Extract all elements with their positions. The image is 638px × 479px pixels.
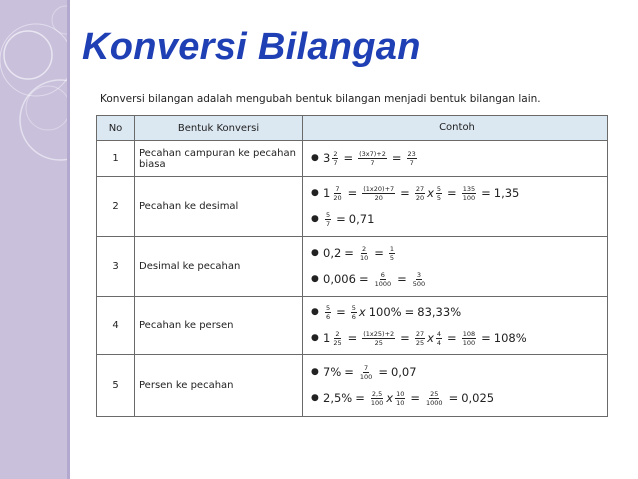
decimal-value: 0,2 xyxy=(323,245,342,260)
result-value: 0,07 xyxy=(390,364,417,379)
fraction xyxy=(436,186,442,202)
equals-sign: = xyxy=(355,390,365,405)
result-value: 0,71 xyxy=(348,211,375,226)
bullet-icon: ● xyxy=(311,393,319,403)
equals-sign: = xyxy=(343,150,354,165)
denominator: 7 xyxy=(370,159,375,167)
numerator: 108 xyxy=(462,329,476,338)
denominator: 7 xyxy=(409,159,414,167)
whole-number: 1 xyxy=(323,330,331,345)
equals-sign: = xyxy=(358,271,369,286)
result-value: 0,025 xyxy=(461,390,495,405)
slide-title: Konversi Bilangan xyxy=(82,26,421,68)
row-example xyxy=(303,297,608,355)
equals-sign: = xyxy=(404,304,415,319)
denominator: 100 xyxy=(462,339,476,347)
fraction xyxy=(351,305,357,321)
table-row xyxy=(97,141,608,177)
numerator: 2,5 xyxy=(371,389,383,398)
row-number: 4 xyxy=(97,297,135,355)
times-sign: x xyxy=(427,185,434,200)
example-line xyxy=(311,267,603,293)
row-conversion-type: Pecahan ke desimal xyxy=(135,177,303,237)
row-example xyxy=(303,355,608,417)
row-conversion-type: Desimal ke pecahan xyxy=(135,237,303,297)
result-value: 83,33% xyxy=(417,304,462,319)
denominator: 1000 xyxy=(374,280,392,288)
decimal-value: 0,006 xyxy=(323,271,356,286)
example-line xyxy=(311,326,603,352)
numerator: (3x7)+2 xyxy=(359,149,386,158)
numerator: 5 xyxy=(326,210,331,219)
numerator: 27 xyxy=(415,184,425,193)
numerator: 27 xyxy=(415,329,425,338)
fraction xyxy=(374,272,393,288)
denominator: 5 xyxy=(436,194,442,202)
bullet-icon: ● xyxy=(311,214,319,224)
denominator: 10 xyxy=(359,254,369,262)
numerator: 7 xyxy=(335,184,340,193)
equals-sign: = xyxy=(347,330,358,345)
numerator: 4 xyxy=(436,329,442,338)
numerator: 23 xyxy=(407,149,416,158)
row-conversion-type: Pecahan ke persen xyxy=(135,297,303,355)
equals-sign: = xyxy=(447,185,457,200)
percent-value: 2,5% xyxy=(323,390,353,405)
row-number: 1 xyxy=(97,141,135,177)
table-row xyxy=(97,297,608,355)
whole-number: 1 xyxy=(323,185,331,200)
times-sign: x xyxy=(427,330,434,345)
bullet-icon: ● xyxy=(311,274,319,284)
equals-sign: = xyxy=(391,150,402,165)
fraction xyxy=(359,365,373,381)
denominator: 25 xyxy=(415,339,425,347)
denominator: 25 xyxy=(374,339,383,347)
numerator: 25 xyxy=(430,389,439,398)
denominator: 100 xyxy=(462,194,476,202)
fraction xyxy=(462,331,476,347)
row-conversion-type: Pecahan campuran ke pecahan biasa xyxy=(135,141,303,177)
fraction xyxy=(370,391,384,407)
example-line xyxy=(311,300,603,326)
equals-sign: = xyxy=(400,185,410,200)
equals-sign: = xyxy=(378,364,388,379)
row-example xyxy=(303,237,608,297)
table-row xyxy=(97,177,608,237)
bullet-icon: ● xyxy=(311,333,319,343)
fraction xyxy=(389,246,395,262)
denominator: 6 xyxy=(351,313,356,321)
equals-sign: = xyxy=(400,330,410,345)
equals-sign: = xyxy=(336,304,346,319)
fraction xyxy=(425,391,444,407)
row-number: 3 xyxy=(97,237,135,297)
row-conversion-type: Persen ke pecahan xyxy=(135,355,303,417)
denominator: 1000 xyxy=(426,399,443,407)
fraction xyxy=(415,186,425,202)
fraction xyxy=(358,151,387,167)
bullet-icon: ● xyxy=(311,248,319,258)
equals-sign: = xyxy=(347,185,358,200)
denominator: 20 xyxy=(374,194,383,202)
denominator: 100 xyxy=(370,399,384,407)
bullet-icon: ● xyxy=(311,188,319,198)
denominator: 7 xyxy=(333,159,338,167)
denominator: 7 xyxy=(326,220,331,228)
fraction xyxy=(362,186,395,202)
fraction xyxy=(325,212,331,228)
denominator: 100 xyxy=(359,373,373,381)
numerator: 2 xyxy=(335,329,340,338)
intro-text: Konversi bilangan adalah mengubah bentuk bilangan menjadi bentuk bilangan lain. xyxy=(100,93,541,105)
header-contoh: Contoh xyxy=(303,116,608,141)
fraction xyxy=(395,391,405,407)
numerator: 2 xyxy=(333,149,338,158)
equals-sign: = xyxy=(344,364,354,379)
row-number: 5 xyxy=(97,355,135,417)
table-row xyxy=(97,237,608,297)
conversion-table xyxy=(96,115,608,417)
multiplier: 100% xyxy=(368,304,402,319)
equals-sign: = xyxy=(397,271,407,286)
fraction xyxy=(415,331,425,347)
numerator: (1x20)+7 xyxy=(363,184,395,193)
denominator: 25 xyxy=(333,339,342,347)
equals-sign: = xyxy=(344,245,354,260)
decorative-sidebar xyxy=(0,0,70,479)
example-line xyxy=(311,181,603,207)
row-example xyxy=(303,141,608,177)
table-header-row xyxy=(97,116,608,141)
equals-sign: = xyxy=(448,390,459,405)
denominator: 500 xyxy=(412,280,426,288)
equals-sign: = xyxy=(374,245,384,260)
bullet-icon: ● xyxy=(311,153,319,163)
bullet-icon: ● xyxy=(311,307,319,317)
example-line xyxy=(311,360,603,386)
fraction xyxy=(359,246,369,262)
denominator: 4 xyxy=(436,339,442,347)
example-line xyxy=(311,241,603,267)
numerator: 5 xyxy=(326,303,331,312)
numerator: 10 xyxy=(396,389,405,398)
numerator: 6 xyxy=(380,270,385,279)
percent-value: 7% xyxy=(323,364,342,379)
numerator: (1x25)+2 xyxy=(363,329,395,338)
example-line xyxy=(311,386,603,412)
fraction xyxy=(407,151,417,167)
numerator: 135 xyxy=(462,184,476,193)
fraction xyxy=(362,331,395,347)
numerator: 1 xyxy=(389,244,394,253)
denominator: 20 xyxy=(333,194,342,202)
result-value: 108% xyxy=(493,330,527,345)
decorative-circles xyxy=(0,0,70,479)
numerator: 7 xyxy=(364,363,369,372)
header-no: No xyxy=(97,116,135,141)
equals-sign: = xyxy=(410,390,421,405)
equals-sign: = xyxy=(336,211,346,226)
bullet-icon: ● xyxy=(311,367,319,377)
fraction xyxy=(325,305,331,321)
equals-sign: = xyxy=(481,330,491,345)
whole-number: 3 xyxy=(323,150,331,165)
denominator: 6 xyxy=(326,313,331,321)
fraction xyxy=(332,331,342,347)
numerator: 5 xyxy=(436,184,442,193)
equals-sign: = xyxy=(481,185,491,200)
row-example xyxy=(303,177,608,237)
denominator: 20 xyxy=(415,194,425,202)
numerator: 5 xyxy=(351,303,356,312)
table-row xyxy=(97,355,608,417)
header-bentuk: Bentuk Konversi xyxy=(135,116,303,141)
row-number: 2 xyxy=(97,177,135,237)
fraction xyxy=(462,186,476,202)
example-line xyxy=(311,207,603,233)
numerator: 2 xyxy=(362,244,367,253)
example-line xyxy=(311,146,603,172)
fraction xyxy=(412,272,426,288)
numerator: 3 xyxy=(416,270,422,279)
denominator: 5 xyxy=(389,254,394,262)
result-value: 1,35 xyxy=(493,185,520,200)
times-sign: x xyxy=(358,304,366,319)
times-sign: x xyxy=(386,390,394,405)
equals-sign: = xyxy=(447,330,457,345)
denominator: 10 xyxy=(396,399,405,407)
fraction xyxy=(332,151,338,167)
fraction xyxy=(332,186,342,202)
fraction xyxy=(436,331,442,347)
